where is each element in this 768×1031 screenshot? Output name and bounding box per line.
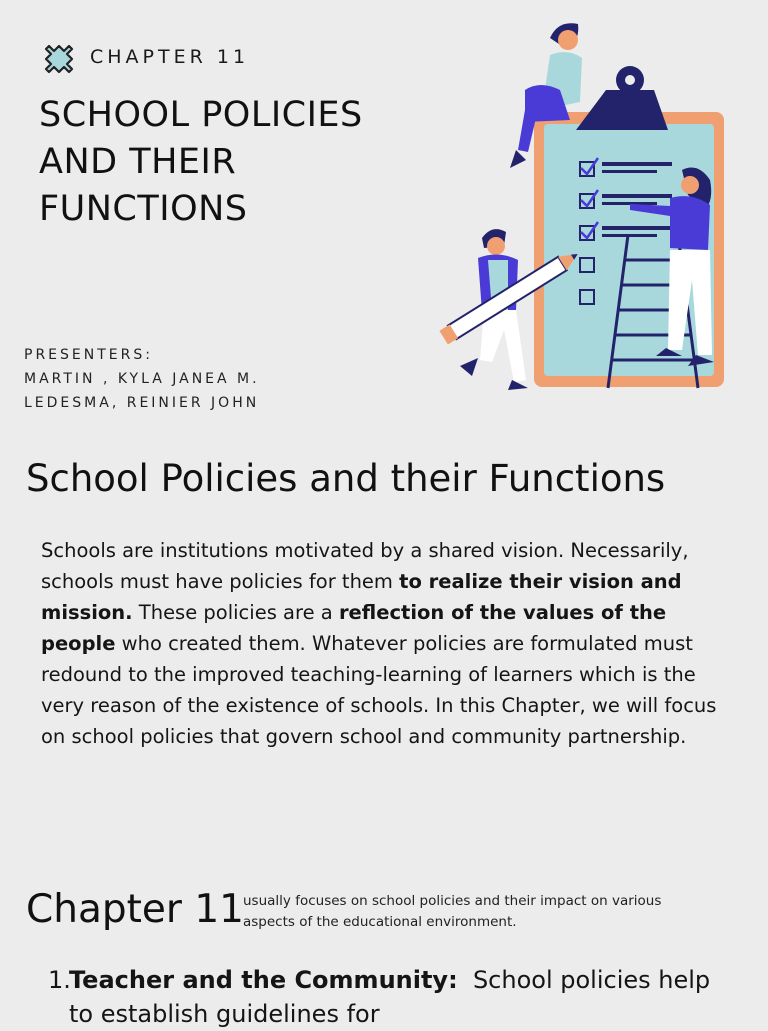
paragraph-text: Schools are institutions motivated by a shared vision. Necessarily, schools must have policies for them bbox=[41, 539, 689, 593]
checklist-illustration bbox=[430, 10, 740, 395]
page-title bbox=[39, 92, 439, 233]
title-line: SCHOOL POLICIES bbox=[39, 95, 363, 135]
title-line: AND THEIR bbox=[39, 142, 237, 182]
paragraph-text: who created them. Whatever policies are formulated must redound to the improved teaching-learning of learners which is the very reason of the existence of schools. In this Chapter, we will focus on school policies that govern school and community partnership. bbox=[41, 632, 717, 748]
intro-paragraph bbox=[41, 535, 731, 752]
list-item-heading: Teacher and the Community: bbox=[69, 966, 458, 994]
list-number: 1. bbox=[48, 966, 71, 994]
paragraph-text: These policies are a bbox=[132, 601, 339, 624]
presenter-name: LEDESMA, REINIER JOHN bbox=[24, 395, 260, 411]
chapter-heading: Chapter 11 bbox=[26, 887, 244, 932]
chapter-note: usually focuses on school policies and their impact on various aspects of the educational environment. bbox=[243, 893, 662, 930]
paragraph-emphasis: reflection of the values of the people bbox=[41, 601, 667, 655]
title-line: FUNCTIONS bbox=[39, 189, 248, 229]
list-item-body: School policies help to establish guidelines for bbox=[69, 966, 718, 1028]
cross-badge-icon bbox=[42, 42, 76, 76]
list-text bbox=[69, 963, 729, 1031]
presenters-block bbox=[24, 343, 260, 415]
section-title: School Policies and their Functions bbox=[26, 457, 666, 500]
chapter-label: CHAPTER 11 bbox=[90, 46, 250, 68]
presenters-heading: PRESENTERS: bbox=[24, 347, 153, 363]
paragraph-emphasis: to realize their vision and mission. bbox=[41, 570, 682, 624]
presenter-name: MARTIN , KYLA JANEA M. bbox=[24, 371, 260, 387]
